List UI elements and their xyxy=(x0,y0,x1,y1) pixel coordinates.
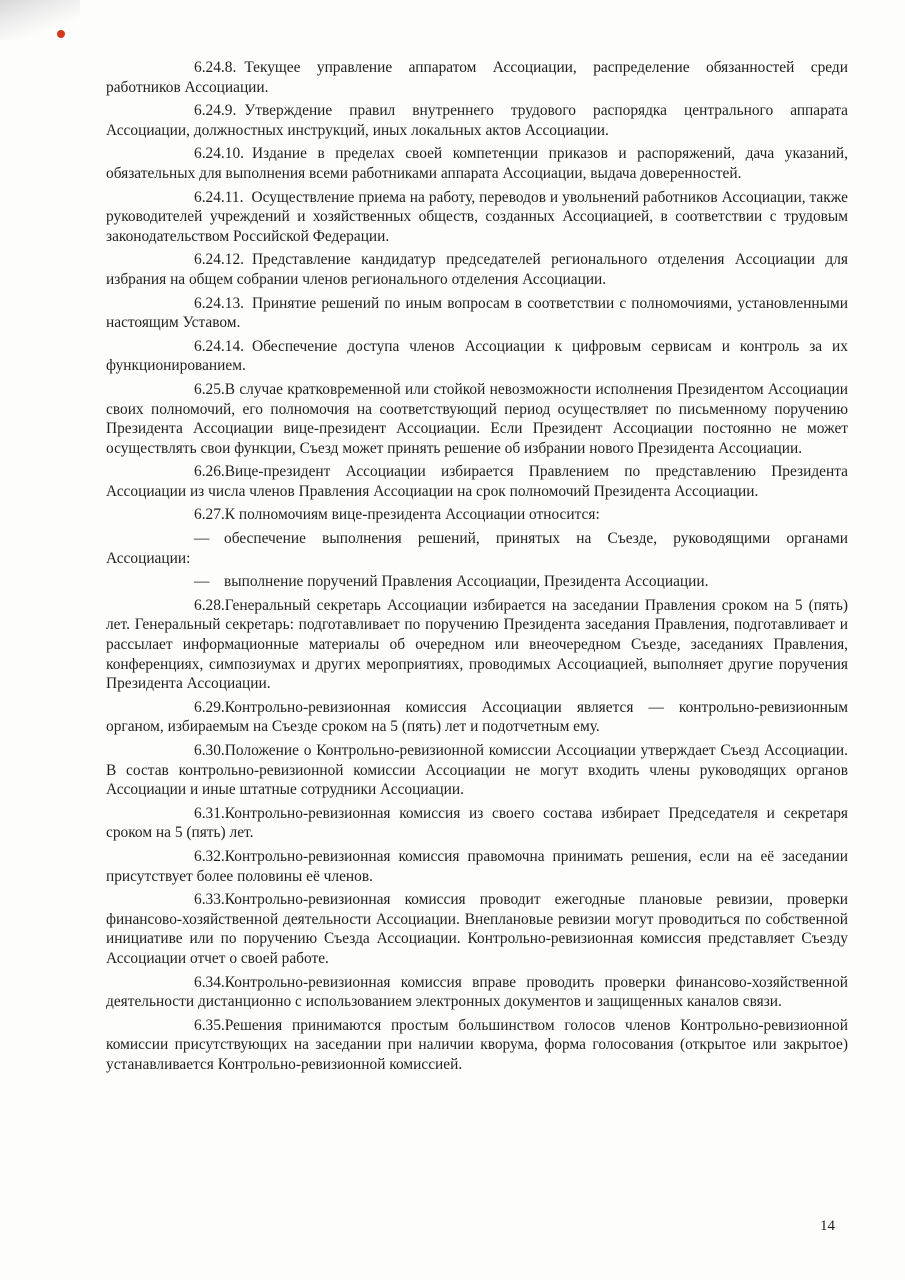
paragraph-number: 6.31. xyxy=(194,804,225,822)
paragraph-number: 6.32. xyxy=(194,847,225,865)
paragraph xyxy=(106,529,848,568)
paragraph-text: Контрольно-ревизионная комиссия проводит ежегодные плановые ревизии, проверки финансово-хозяйственной деятельности Ассоциации. Внеплановые ревизии могут проводиться по собственной инициативе или по поручению Съезда Ассоциации. Контрольно-ревизионная комиссия представляет Съезду Ассоциации отчет о своей работе. xyxy=(106,891,848,967)
paragraph-number: 6.25. xyxy=(194,380,225,398)
paragraph-text: Контрольно-ревизионная комиссия из своего состава избирает Председателя и секретаря сроком на 5 (пять) лет. xyxy=(106,804,848,842)
paragraph-text: К полномочиям вице-президента Ассоциации относится: xyxy=(224,506,600,524)
paragraph xyxy=(106,188,848,247)
paragraph xyxy=(106,380,848,458)
paragraph-text: Обеспечение доступа членов Ассоциации к цифровым сервисам и контроль за их функционированием. xyxy=(106,337,848,375)
paragraph xyxy=(106,973,848,1012)
paragraph-number: 6.27. xyxy=(194,506,225,524)
paragraph xyxy=(106,741,848,800)
paragraph-number: 6.34. xyxy=(194,973,225,991)
paragraph xyxy=(106,572,848,592)
paragraph-text: Утверждение правил внутреннего трудового распорядка центрального аппарата Ассоциации, должностных инструкций, иных локальных актов Ассоциации. xyxy=(106,102,848,139)
paragraph-number: 6.35. xyxy=(194,1016,225,1034)
paragraph-text: Контрольно-ревизионная комиссия правомочна принимать решения, если на её заседании присутствует более половины её членов. xyxy=(106,847,848,885)
paragraph-text: В случае кратковременной или стойкой невозможности исполнения Президентом Ассоциации своих полномочий, его полномочия на соответствующий период осуществляет по письменному поручению Президента Ассоциации вице-президент Ассоциации. Если Президент Ассоциации постоянно не может осуществлять свои функции, Съезд может принять решение об избрании нового Президента Ассоциации. xyxy=(106,380,848,457)
paragraph xyxy=(106,847,848,886)
paragraph-text: Представление кандидатур председателей регионального отделения Ассоциации для избрания на общем собрании членов регионального отделения Ассоциации. xyxy=(106,251,848,288)
paragraph xyxy=(106,1016,848,1075)
paragraph-number: 6.33. xyxy=(194,891,225,909)
paragraph xyxy=(106,462,848,501)
paragraph xyxy=(106,58,848,97)
paragraph-text: Текущее управление аппаратом Ассоциации, распределение обязанностей среди работников Ассоциации. xyxy=(106,59,848,96)
paragraph-number: — xyxy=(194,530,210,548)
paragraph-text: Положение о Контрольно-ревизионной комиссии Ассоциации утверждает Съезд Ассоциации. В состав контрольно-ревизионной комиссии Ассоциации не могут входить члены руководящих органов Ассоциации и иные штатные сотрудники Ассоциации. xyxy=(106,742,848,799)
paragraph xyxy=(106,294,848,333)
paragraph-number: 6.24.8. xyxy=(194,59,237,76)
paragraph-text: Издание в пределах своей компетенции приказов и распоряжений, дача указаний, обязательных для выполнения всеми работниками аппарата Ассоциации, выдача доверенностей. xyxy=(106,145,848,182)
paragraph-text: Контрольно-ревизионная комиссия Ассоциации является — контрольно-ревизионным органом, избираемым на Съезде сроком на 5 (пять) лет и подотчетным ему. xyxy=(106,698,848,736)
paragraph xyxy=(106,804,848,843)
paragraph xyxy=(106,698,848,737)
paragraph xyxy=(106,596,848,694)
paragraph-text: Решения принимаются простым большинством голосов членов Контрольно-ревизионной комиссии присутствующих на заседании при наличии кворума, форма голосования (открытое или закрытое) устанавливается Контрольно-ревизионной комиссией. xyxy=(106,1016,848,1073)
document-body xyxy=(106,58,848,1079)
page-number: 14 xyxy=(820,1218,835,1234)
paragraph-number: 6.30. xyxy=(194,742,225,759)
paragraph-number: 6.24.14. xyxy=(194,337,245,355)
paragraph-number: 6.24.13. xyxy=(194,294,245,312)
paragraph xyxy=(106,250,848,289)
paragraph-number: 6.24.12. xyxy=(194,251,245,269)
paragraph-text: Принятие решений по иным вопросам в соответствии с полномочиями, установленными настоящим Уставом. xyxy=(106,294,848,332)
paragraph-text: обеспечение выполнения решений, принятых на Съезде, руководящими органами Ассоциации: xyxy=(106,530,848,567)
paragraph xyxy=(106,144,848,183)
paragraph-text: Вице-президент Ассоциации избирается Правлением по представлению Президента Ассоциации из числа членов Правления Ассоциации на срок полномочий Президента Ассоциации. xyxy=(106,463,848,500)
paragraph-number: 6.28. xyxy=(194,596,225,614)
paragraph xyxy=(106,101,848,140)
ink-speck xyxy=(57,30,65,38)
paragraph-text: Генеральный секретарь Ассоциации избирается на заседании Правления сроком на 5 (пять) лет. Генеральный секретарь: подготавливает по поручению Президента заседания Правления, подготавливает и рассылает информационные материалы об очередном или внеочередном Съезде, заседаниях Правления, конференциях, симпозиумах и других мероприятиях, проводимых Ассоциацией, выполняет другие поручения Президента Ассоциации. xyxy=(106,596,848,693)
paragraph-text: выполнение поручений Правления Ассоциации, Президента Ассоциации. xyxy=(224,573,709,591)
paragraph xyxy=(106,890,848,968)
paragraph xyxy=(106,337,848,376)
paragraph-number: 6.24.9. xyxy=(194,102,237,120)
paragraph-number: 6.29. xyxy=(194,698,225,716)
paragraph-number: — xyxy=(194,573,210,591)
paragraph-number: 6.24.10. xyxy=(194,145,245,163)
paragraph-number: 6.26. xyxy=(194,463,225,481)
paragraph-number: 6.24.11. xyxy=(194,188,244,206)
paragraph-text: Осуществление приема на работу, переводов и увольнений работников Ассоциации, также руководителей учреждений и хозяйственных обществ, созданных Ассоциацией, в соответствии с трудовым законодательством Российской Федерации. xyxy=(106,188,848,245)
paragraph-text: Контрольно-ревизионная комиссия вправе проводить проверки финансово-хозяйственной деятельности дистанционно с использованием электронных документов и защищенных каналов связи. xyxy=(106,973,848,1011)
paragraph xyxy=(106,505,848,525)
page-corner-shadow xyxy=(0,0,80,40)
